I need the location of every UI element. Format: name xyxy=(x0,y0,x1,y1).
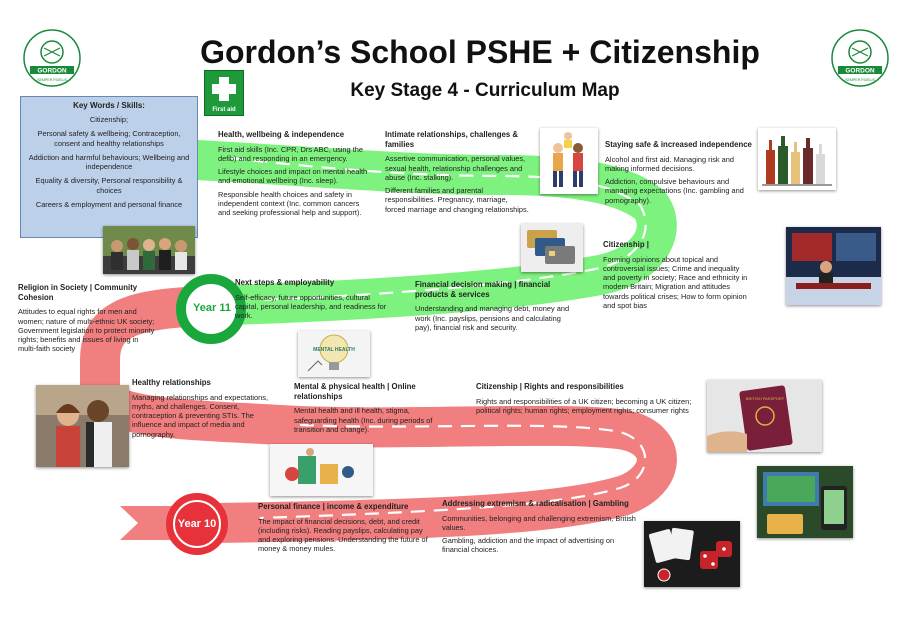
section-next-steps: Next steps & employability Self-efficacy, future opportunities, cultural capital, personal leadership, and readiness for work. xyxy=(235,278,395,324)
keywords-box xyxy=(20,96,198,238)
school-crest-right xyxy=(830,28,890,88)
group-of-teens-photo xyxy=(103,226,195,274)
section-heading: Healthy relationships xyxy=(132,378,211,387)
section-personal-finance: Personal finance | income & expenditure The impact of financial decisions, debt, and credit (including risks). Reading payslips, calculating pay and exploring pensions. Understanding the future of money & money mules. xyxy=(258,502,430,558)
alcohol-bottles-photo xyxy=(758,128,836,190)
section-heading: Next steps & employability xyxy=(235,278,335,287)
first-aid-icon xyxy=(204,70,244,116)
keyword-item: Personal safety & wellbeing; Contraception, consent and healthy relationships xyxy=(37,129,181,148)
credit-cards-photo xyxy=(521,224,583,272)
section-mental-health: Mental & physical health | Online relationships Mental health and ill health, stigma, safeguarding health (Inc. during periods of transition and change). xyxy=(294,382,454,438)
section-health: Health, wellbeing & independence First aid skills (Inc. CPR, Drs ABC, using the defib) and responding in an emergency. Lifestyle choices and impact on mental health and emotional wellbeing (Inc. sleep). Responsible health choices and safety in independent context (Inc. common cancers and seeking professional help and support). xyxy=(218,130,368,218)
keywords-heading: Key Words / Skills: xyxy=(73,101,145,110)
keyword-item: Equality & diversity, Personal responsibility & choices xyxy=(35,176,183,195)
section-intimate: Intimate relationships, challenges & families Assertive communication, personal values, sexual health, relationship challenges and abuse (Inc. stalking). Different families and parental responsibilities. Pregnancy, marriage, forced marriage and changing relationships. xyxy=(385,130,529,214)
svg-text:GORDON: GORDON xyxy=(845,67,875,75)
section-heading: Personal finance | income & expenditure xyxy=(258,502,409,511)
section-citizenship-top: Citizenship | Forming opinions about topical and controversial issues; Crime and inequality and poverty in society; Race and ethnicity in modern Britain; Migration and attitudes towards political crises; How to form opinion and spot bias xyxy=(603,240,753,314)
passport-photo xyxy=(707,380,822,452)
section-heading: Staying safe & increased independence xyxy=(605,140,752,149)
mental-health-poster-text: MENTAL HEALTH xyxy=(313,347,355,353)
couple-with-child-illustration xyxy=(540,128,598,194)
section-staying-safe: Staying safe & increased independence Alcohol and first aid. Managing risk and making informed decisions. Addiction, compulsive behaviours and managing expectations (Inc. gambling and pornography). xyxy=(605,140,752,205)
finance-illustration xyxy=(270,444,373,496)
svg-text:SEMPER FIDELIS: SEMPER FIDELIS xyxy=(845,78,875,82)
section-heading: Addressing extremism & radicalisation | Gambling xyxy=(442,499,629,508)
couple-photo xyxy=(36,385,129,467)
passport-text: BRITISH PASSPORT xyxy=(745,396,785,401)
section-heading: Health, wellbeing & independence xyxy=(218,130,345,139)
page-title: Gordon’s School PSHE + Citizenship xyxy=(200,34,760,70)
section-heading: Mental & physical health | Online relationships xyxy=(294,382,416,401)
news-studio-photo xyxy=(786,227,881,305)
svg-text:GORDON: GORDON xyxy=(37,67,67,75)
keyword-item: Citizenship; xyxy=(89,115,129,124)
section-heading: Intimate relationships, challenges & families xyxy=(385,130,519,149)
dice-and-cards-photo xyxy=(644,521,740,587)
mental-health-lightbulb-photo xyxy=(298,331,370,377)
page-subtitle: Key Stage 4 - Curriculum Map xyxy=(350,80,620,101)
section-extremism: Addressing extremism & radicalisation | Gambling Communities, belonging and challenging extremism, British values. Gambling, addiction and the impact of advertising on financial choices. xyxy=(442,499,642,559)
svg-text:SEMPER FIDELIS: SEMPER FIDELIS xyxy=(37,78,67,82)
section-healthy-relationships: Healthy relationships Managing relationships and expectations, myths, and challenges. Consent, contraception & preventing STIs. The influence and impact of media and pornography. xyxy=(132,378,272,443)
section-financial-y11: Financial decision making | financial products & services Understanding and managing debt, money and work (Inc. payslips, pensions and calculating pay), financial risk and security. xyxy=(415,280,575,336)
online-gambling-photo xyxy=(757,466,853,538)
section-heading: Financial decision making | financial products & services xyxy=(415,280,551,299)
section-heading: Citizenship | xyxy=(603,240,649,249)
keyword-item: Careers & employment and personal finance xyxy=(35,199,183,209)
section-religion: Religion in Society | Community Cohesion Attitudes to equal rights for men and women; nature of multi-ethnic UK society; Government legislation to protect minority rights; benefits and issues of living in multi-faith society xyxy=(18,283,158,358)
section-citizenship-rights: Citizenship | Rights and responsibilities Rights and responsibilities of a UK citizen; becoming a UK citizen; political rights; human rights; employment rights; consumer rights xyxy=(476,382,696,419)
year10-label: Year 10 xyxy=(177,518,217,530)
year11-label: Year 11 xyxy=(193,302,231,314)
section-heading: Citizenship | Rights and responsibilities xyxy=(476,382,624,391)
first-aid-label: First aid xyxy=(212,107,236,113)
keyword-item: Addiction and harmful behaviours; Wellbeing and independence xyxy=(28,152,190,171)
section-heading: Religion in Society | Community Cohesion xyxy=(18,283,138,302)
school-crest-left xyxy=(22,28,82,88)
